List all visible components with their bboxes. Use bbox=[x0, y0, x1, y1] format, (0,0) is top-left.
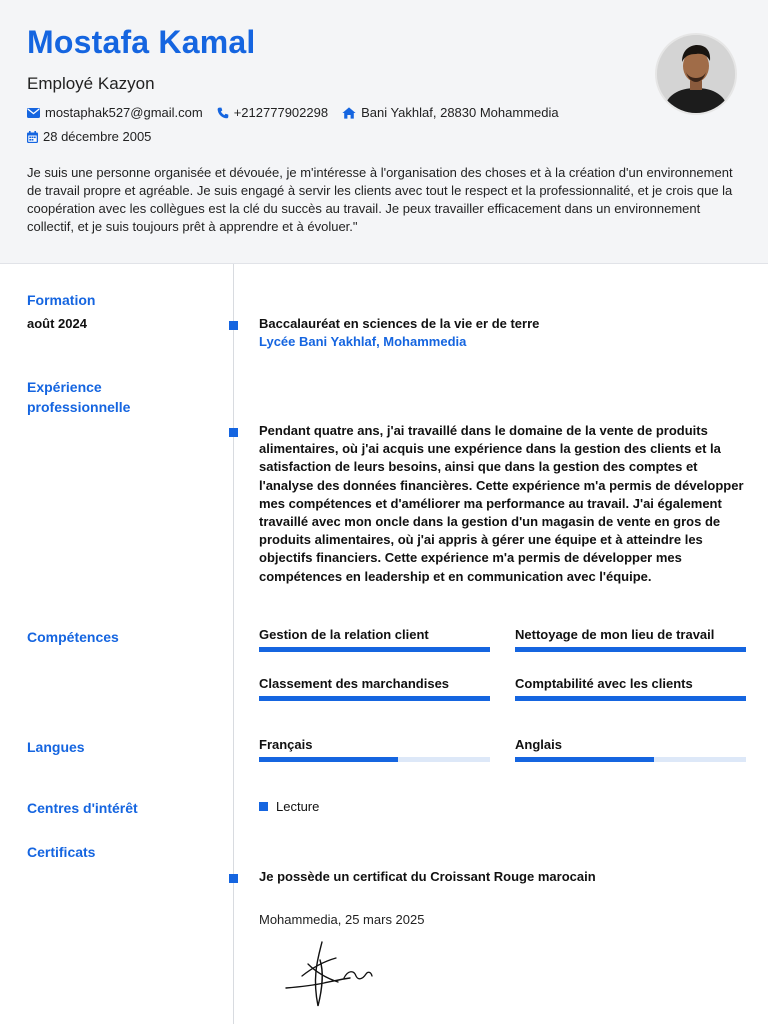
contact-row bbox=[27, 105, 573, 120]
place-and-date: Mohammedia, 25 mars 2025 bbox=[259, 912, 425, 927]
language-item bbox=[515, 737, 746, 752]
language-level-fill bbox=[259, 757, 398, 762]
skill-level-bar bbox=[515, 696, 746, 701]
timeline-marker bbox=[229, 874, 238, 883]
birthdate-row bbox=[27, 129, 165, 144]
skill-level-fill bbox=[515, 696, 746, 701]
contact-birthdate bbox=[27, 129, 151, 144]
address-text: Bani Yakhlaf, 28830 Mohammedia bbox=[361, 105, 559, 120]
language-level-fill bbox=[515, 757, 654, 762]
timeline-marker bbox=[229, 428, 238, 437]
education-date: août 2024 bbox=[27, 316, 87, 331]
timeline-divider bbox=[233, 264, 234, 1024]
education-title: Baccalauréat en sciences de la vie er de terre bbox=[259, 316, 540, 331]
skill-name: Classement des marchandises bbox=[259, 676, 450, 691]
language-name: Anglais bbox=[515, 737, 562, 752]
birthdate-text: 28 décembre 2005 bbox=[43, 129, 152, 144]
bullet-marker bbox=[259, 802, 268, 811]
person-name: Mostafa Kamal bbox=[27, 24, 256, 60]
section-label-formation: Formation bbox=[27, 292, 96, 308]
skill-name: Nettoyage de mon lieu de travail bbox=[515, 627, 715, 642]
interest-label: Lecture bbox=[276, 799, 320, 814]
home-icon bbox=[342, 107, 356, 119]
handwritten-signature bbox=[278, 938, 378, 1010]
skill-level-bar bbox=[259, 647, 490, 652]
skill-level-fill bbox=[515, 647, 746, 652]
skill-level-fill bbox=[259, 647, 490, 652]
interest-item bbox=[259, 799, 319, 814]
language-level-bar bbox=[259, 757, 490, 762]
language-item bbox=[259, 737, 490, 752]
language-level-bar bbox=[515, 757, 746, 762]
resume-header bbox=[0, 0, 768, 264]
contact-email[interactable] bbox=[27, 105, 203, 120]
skill-name: Gestion de la relation client bbox=[259, 627, 429, 642]
skill-item bbox=[515, 676, 746, 691]
envelope-icon bbox=[27, 108, 40, 118]
experience-description: Pendant quatre ans, j'ai travaillé dans le domaine de la vente de produits alimentaires, où j'ai acquis une expérience dans la gestion des clients et la satisfaction de leurs besoins, ainsi que dans la gestion des comptes et l'analyse des données financières. Cette expérience m'a permis de développer mes compétences et d'améliorer ma performance au travail. J'ai également travaillé avec mon oncle dans la gestion d'un magasin de vente en gros de produits alimentaires, où j'ai appris à gérer une équipe et à atteindre les objectifs financiers. Cette expérience m'a permis de développer mes compétences en leadership et en communication avec l'équipe. bbox=[259, 423, 744, 584]
skill-level-fill bbox=[259, 696, 490, 701]
skill-item bbox=[259, 676, 490, 691]
phone-text: +212777902298 bbox=[233, 105, 329, 120]
education-school: Lycée Bani Yakhlaf, Mohammedia bbox=[259, 334, 467, 349]
contact-address bbox=[342, 105, 559, 120]
profile-summary: Je suis une personne organisée et dévouée, je m'intéresse à l'organisation des choses et à la création d'un environnement de travail propre et agréable. Je suis engagé à servir les clients avec tout le respect et la professionnalité, et je crois que la coopération avec les collègues est la clé du succès au travail. Je peux travailler efficacement dans un environnement collectif, et je suis toujours prêt à apprendre et à évoluer." bbox=[27, 165, 733, 234]
timeline-marker bbox=[229, 321, 238, 330]
job-title: Employé Kazyon bbox=[27, 74, 155, 93]
section-label-interests: Centres d'intérêt bbox=[27, 800, 138, 816]
certificate-text: Je possède un certificat du Croissant Rouge marocain bbox=[259, 869, 596, 884]
profile-photo bbox=[657, 35, 735, 113]
language-name: Français bbox=[259, 737, 313, 752]
skill-item bbox=[259, 627, 490, 642]
contact-phone[interactable] bbox=[217, 105, 328, 120]
skill-name: Comptabilité avec les clients bbox=[515, 676, 693, 691]
skill-item bbox=[515, 627, 746, 642]
skill-level-bar bbox=[515, 647, 746, 652]
skill-level-bar bbox=[259, 696, 490, 701]
email-text: mostaphak527@gmail.com bbox=[45, 105, 203, 120]
calendar-icon bbox=[27, 131, 38, 143]
section-label-experience: Expérience professionnelle bbox=[27, 379, 131, 415]
section-label-certificates: Certificats bbox=[27, 844, 96, 860]
section-label-languages: Langues bbox=[27, 739, 85, 755]
section-label-skills: Compétences bbox=[27, 629, 119, 645]
phone-icon bbox=[217, 107, 229, 119]
